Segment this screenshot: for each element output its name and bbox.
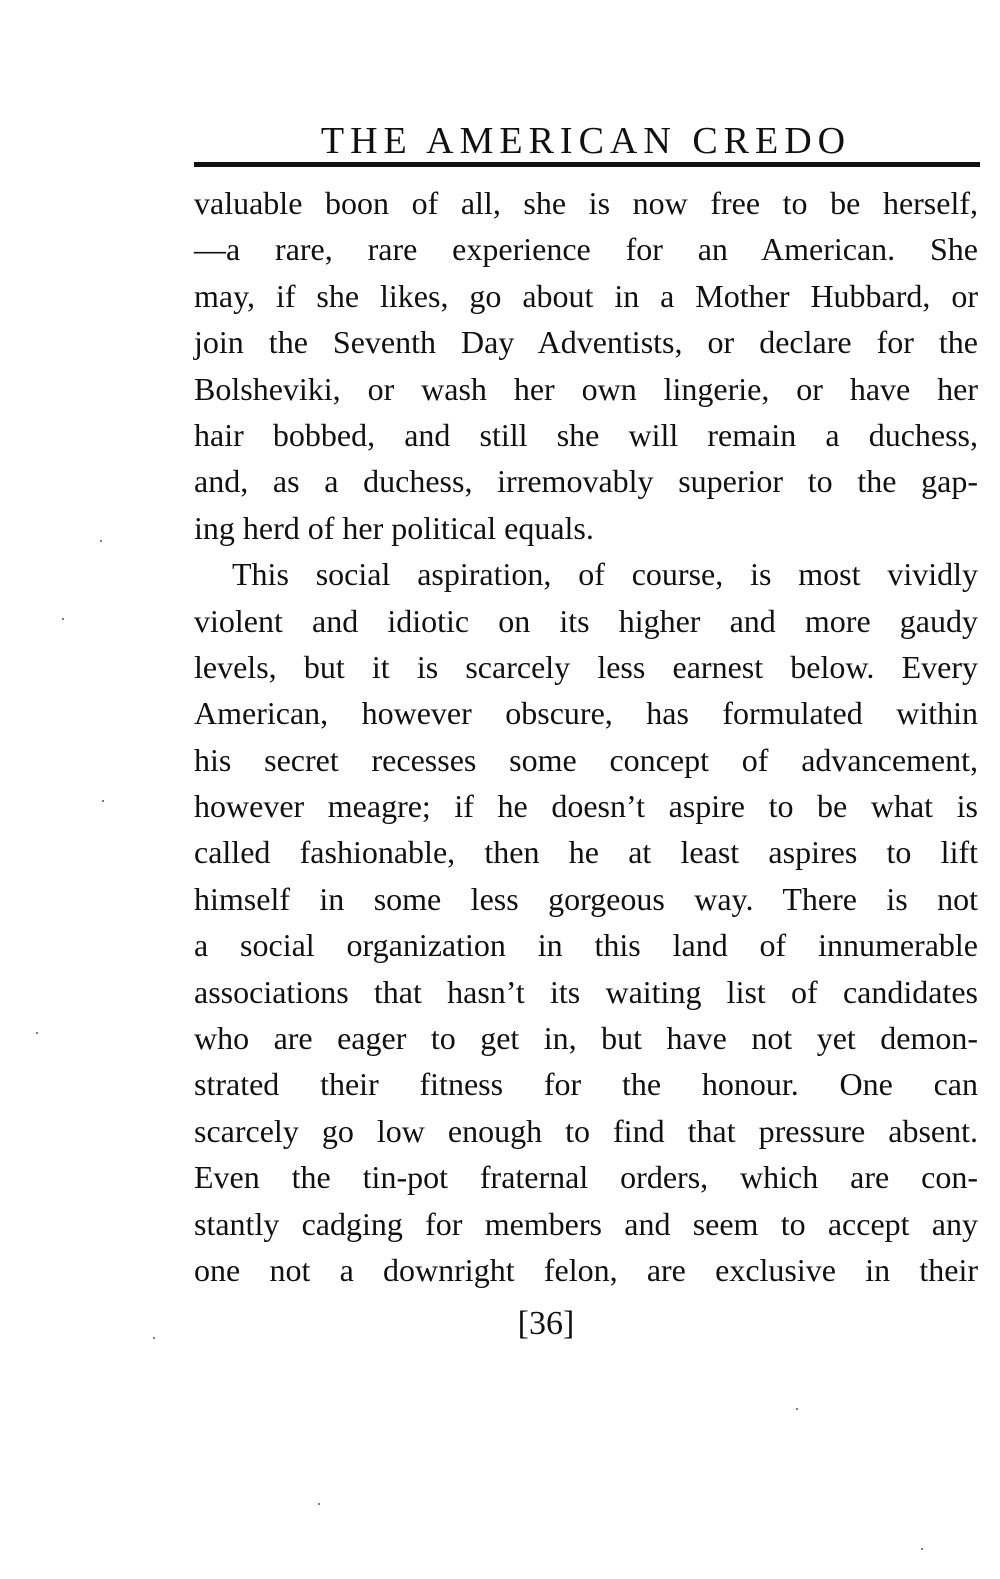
- scan-speck: [100, 540, 102, 542]
- text-line: associations that hasn’t its waiting list of candidates: [194, 973, 978, 1010]
- text-line: Bolsheviki, or wash her own lingerie, or have her: [194, 370, 978, 407]
- scan-speck: [62, 618, 64, 620]
- text-line: scarcely go low enough to find that pressure absent.: [194, 1112, 978, 1149]
- scan-speck: [796, 1408, 798, 1410]
- text-line: called fashionable, then he at least aspires to lift: [194, 834, 978, 871]
- page-number: [36]: [517, 1305, 575, 1342]
- text-line: and, as a duchess, irremovably superior to the gap-: [194, 463, 978, 500]
- text-line: American, however obscure, has formulated within: [194, 695, 978, 732]
- text-line: himself in some less gorgeous way. There is not: [194, 880, 978, 917]
- text-line: hair bobbed, and still she will remain a duchess,: [194, 416, 978, 453]
- text-line: Even the tin-pot fraternal orders, which are con-: [194, 1159, 978, 1196]
- scan-speck: [153, 1337, 155, 1339]
- body-text: [194, 180, 978, 1293]
- paragraph-end-line: ing herd of her political equals.: [194, 509, 594, 546]
- text-line: valuable boon of all, she is now free to be herself,: [194, 185, 978, 221]
- text-line: one not a downright felon, are exclusive in their: [194, 1251, 978, 1288]
- text-line: —a rare, rare experience for an American. She: [194, 231, 978, 268]
- scan-speck: [921, 1548, 923, 1550]
- scan-speck: [102, 800, 104, 802]
- header-rule: [194, 162, 980, 167]
- paragraph-first-line: This social aspiration, of course, is most vividly: [232, 556, 978, 593]
- text-line: his secret recesses some concept of advancement,: [194, 741, 978, 778]
- text-line: violent and idiotic on its higher and more gaudy: [194, 602, 978, 639]
- text-line: who are eager to get in, but have not yet demon-: [194, 1020, 978, 1057]
- text-line: strated their fitness for the honour. One can: [194, 1066, 978, 1103]
- text-line: a social organization in this land of innumerable: [194, 927, 978, 964]
- text-line: stantly cadging for members and seem to accept any: [194, 1205, 978, 1242]
- text-line: however meagre; if he doesn’t aspire to be what is: [194, 788, 978, 825]
- scan-speck: [36, 1032, 38, 1034]
- text-line: levels, but it is scarcely less earnest below. Every: [194, 648, 978, 685]
- running-head: THE AMERICAN CREDO: [320, 120, 852, 162]
- scan-speck: [318, 1503, 320, 1505]
- text-line: join the Seventh Day Adventists, or declare for the: [194, 324, 978, 361]
- text-line: may, if she likes, go about in a Mother Hubbard, or: [194, 277, 978, 314]
